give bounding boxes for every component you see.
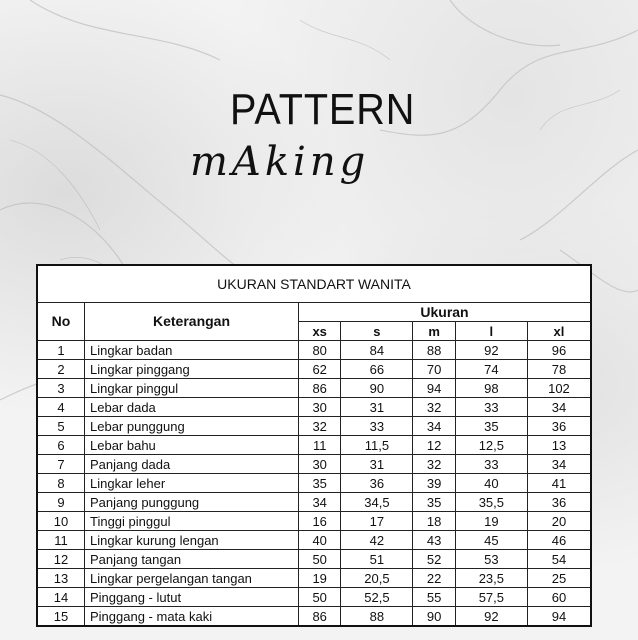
size-value-s: 17 — [341, 512, 413, 531]
size-value-l: 19 — [455, 512, 527, 531]
size-header-xl: xl — [527, 322, 591, 341]
row-description: Tinggi pinggul — [85, 512, 299, 531]
size-value-xl: 25 — [527, 569, 591, 588]
row-description: Lebar bahu — [85, 436, 299, 455]
size-value-xs: 35 — [299, 474, 341, 493]
table-row — [37, 512, 591, 531]
size-value-m: 22 — [413, 569, 455, 588]
size-value-m: 12 — [413, 436, 455, 455]
size-value-m: 52 — [413, 550, 455, 569]
table-title: UKURAN STANDART WANITA — [37, 265, 591, 303]
logo-line-2: mAking — [190, 139, 370, 185]
size-value-xs: 16 — [299, 512, 341, 531]
size-value-m: 90 — [413, 607, 455, 627]
size-value-m: 32 — [413, 455, 455, 474]
header-no: No — [37, 303, 85, 341]
size-value-s: 52,5 — [341, 588, 413, 607]
size-value-xl: 34 — [527, 455, 591, 474]
size-value-s: 31 — [341, 455, 413, 474]
size-value-m: 70 — [413, 360, 455, 379]
row-number: 12 — [37, 550, 85, 569]
size-value-xs: 32 — [299, 417, 341, 436]
size-value-xs: 19 — [299, 569, 341, 588]
size-value-s: 36 — [341, 474, 413, 493]
table-row — [37, 607, 591, 627]
size-value-xl: 96 — [527, 341, 591, 360]
row-description: Lebar dada — [85, 398, 299, 417]
size-header-l: l — [455, 322, 527, 341]
row-description: Lingkar pinggul — [85, 379, 299, 398]
size-value-l: 35,5 — [455, 493, 527, 512]
row-description: Lingkar pinggang — [85, 360, 299, 379]
row-description: Pinggang - lutut — [85, 588, 299, 607]
table-row — [37, 493, 591, 512]
row-description: Lingkar leher — [85, 474, 299, 493]
size-value-xs: 50 — [299, 550, 341, 569]
size-value-s: 11,5 — [341, 436, 413, 455]
size-value-l: 53 — [455, 550, 527, 569]
pattern-making-logo — [190, 85, 430, 225]
row-number: 11 — [37, 531, 85, 550]
size-value-l: 35 — [455, 417, 527, 436]
row-description: Lingkar pergelangan tangan — [85, 569, 299, 588]
size-value-xl: 102 — [527, 379, 591, 398]
row-description: Lingkar badan — [85, 341, 299, 360]
size-value-xs: 11 — [299, 436, 341, 455]
table-row — [37, 569, 591, 588]
size-value-xl: 46 — [527, 531, 591, 550]
row-number: 13 — [37, 569, 85, 588]
row-description: Panjang dada — [85, 455, 299, 474]
size-value-l: 92 — [455, 341, 527, 360]
table-row — [37, 341, 591, 360]
size-value-xl: 78 — [527, 360, 591, 379]
table-row — [37, 379, 591, 398]
row-number: 14 — [37, 588, 85, 607]
size-value-xl: 34 — [527, 398, 591, 417]
row-number: 15 — [37, 607, 85, 627]
row-number: 1 — [37, 341, 85, 360]
size-value-l: 45 — [455, 531, 527, 550]
row-number: 9 — [37, 493, 85, 512]
table-row — [37, 550, 591, 569]
header-ukuran: Ukuran — [299, 303, 592, 322]
row-number: 7 — [37, 455, 85, 474]
table-body — [37, 341, 591, 627]
table-row — [37, 436, 591, 455]
size-value-m: 18 — [413, 512, 455, 531]
size-value-xs: 40 — [299, 531, 341, 550]
size-value-m: 35 — [413, 493, 455, 512]
table-row — [37, 531, 591, 550]
size-value-xs: 86 — [299, 379, 341, 398]
size-value-m: 88 — [413, 341, 455, 360]
row-number: 10 — [37, 512, 85, 531]
size-value-xl: 36 — [527, 493, 591, 512]
size-value-xs: 80 — [299, 341, 341, 360]
size-value-xl: 36 — [527, 417, 591, 436]
row-number: 8 — [37, 474, 85, 493]
table-row — [37, 588, 591, 607]
size-value-s: 90 — [341, 379, 413, 398]
size-value-xs: 86 — [299, 607, 341, 627]
size-header-xs: xs — [299, 322, 341, 341]
row-number: 5 — [37, 417, 85, 436]
row-number: 4 — [37, 398, 85, 417]
size-value-xl: 41 — [527, 474, 591, 493]
size-header-m: m — [413, 322, 455, 341]
size-value-xl: 54 — [527, 550, 591, 569]
size-value-m: 94 — [413, 379, 455, 398]
size-value-m: 34 — [413, 417, 455, 436]
header-keterangan: Keterangan — [85, 303, 299, 341]
size-value-l: 92 — [455, 607, 527, 627]
row-description: Lebar punggung — [85, 417, 299, 436]
row-description: Panjang tangan — [85, 550, 299, 569]
size-value-m: 32 — [413, 398, 455, 417]
size-value-s: 66 — [341, 360, 413, 379]
size-value-xs: 34 — [299, 493, 341, 512]
size-value-m: 43 — [413, 531, 455, 550]
size-value-s: 31 — [341, 398, 413, 417]
size-value-s: 34,5 — [341, 493, 413, 512]
row-description: Pinggang - mata kaki — [85, 607, 299, 627]
size-value-s: 33 — [341, 417, 413, 436]
table-row — [37, 417, 591, 436]
table-row — [37, 474, 591, 493]
row-number: 6 — [37, 436, 85, 455]
size-value-xs: 50 — [299, 588, 341, 607]
size-header-s: s — [341, 322, 413, 341]
size-value-xl: 60 — [527, 588, 591, 607]
size-value-l: 57,5 — [455, 588, 527, 607]
size-value-l: 12,5 — [455, 436, 527, 455]
size-value-xs: 30 — [299, 455, 341, 474]
size-value-xl: 94 — [527, 607, 591, 627]
size-value-xs: 62 — [299, 360, 341, 379]
size-value-m: 39 — [413, 474, 455, 493]
size-value-xl: 13 — [527, 436, 591, 455]
size-value-l: 23,5 — [455, 569, 527, 588]
size-value-m: 55 — [413, 588, 455, 607]
size-chart-table — [36, 264, 592, 627]
size-value-l: 40 — [455, 474, 527, 493]
row-number: 2 — [37, 360, 85, 379]
size-value-l: 98 — [455, 379, 527, 398]
row-number: 3 — [37, 379, 85, 398]
logo-line-1: PATTERN — [230, 85, 416, 134]
size-value-xl: 20 — [527, 512, 591, 531]
row-description: Panjang punggung — [85, 493, 299, 512]
size-value-s: 20,5 — [341, 569, 413, 588]
size-value-s: 84 — [341, 341, 413, 360]
table-row — [37, 360, 591, 379]
size-value-s: 42 — [341, 531, 413, 550]
row-description: Lingkar kurung lengan — [85, 531, 299, 550]
size-value-s: 88 — [341, 607, 413, 627]
size-value-xs: 30 — [299, 398, 341, 417]
size-value-l: 33 — [455, 398, 527, 417]
table-row — [37, 455, 591, 474]
size-value-l: 74 — [455, 360, 527, 379]
table-row — [37, 398, 591, 417]
size-value-s: 51 — [341, 550, 413, 569]
size-value-l: 33 — [455, 455, 527, 474]
